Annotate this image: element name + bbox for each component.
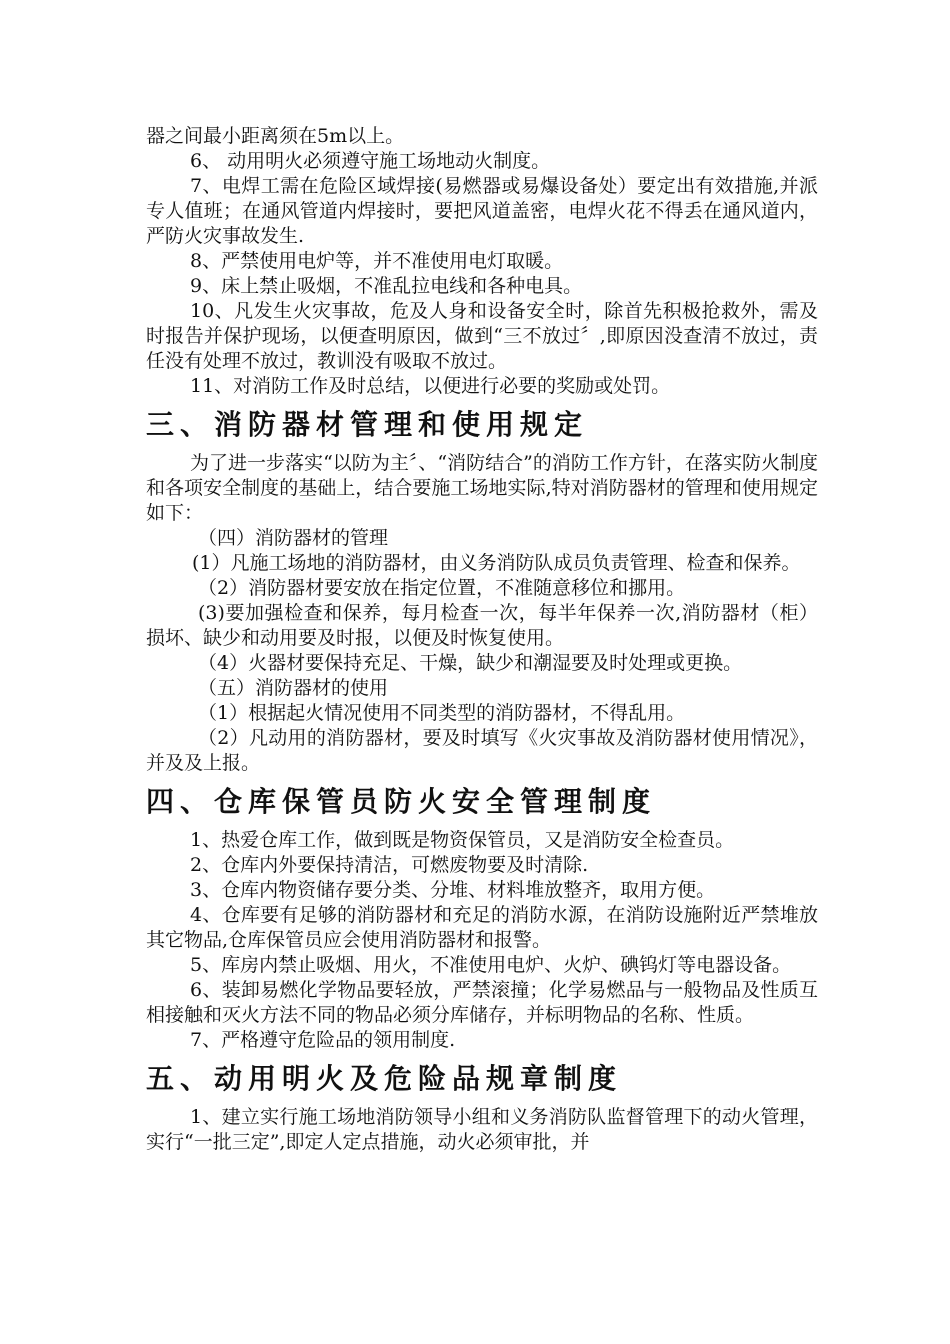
paragraph: 6、装卸易燃化学物品要轻放，严禁滚撞；化学易燃品与一般物品及性质互相接触和灭火方法不同的物品必须分库储存，并标明物品的名称、性质。 [146,979,818,1026]
paragraph: (1）凡施工场地的消防器材，由义务消防队成员负责管理、检查和保养。 [192,552,801,574]
paragraph: （2）消防器材要安放在指定位置，不准随意移位和挪用。 [198,577,686,599]
paragraph: 6、 动用明火必须遵守施工场地动火制度。 [190,150,551,172]
paragraph: 5、库房内禁止吸烟、用火，不准使用电炉、火炉、碘钨灯等电器设备。 [190,954,792,976]
paragraph: 器之间最小距离须在5m以上。 [146,125,405,147]
paragraph: 11、对消防工作及时总结，以便进行必要的奖励或处罚。 [190,375,671,397]
paragraph: 10、凡发生火灾事故，危及人身和设备安全时，除首先积极抢救外，需及时报告并保护现场，以便查明原因，做到“三不放过〞,即原因没查清不放过，责任没有处理不放过，教训没有吸取不放过。 [146,300,818,372]
paragraph: （五）消防器材的使用 [198,677,389,699]
paragraph: （四）消防器材的管理 [198,527,389,549]
paragraph: 7、电焊工需在危险区域焊接(易燃器或易爆设备处）要定出有效措施,并派专人值班；在通风管道内焊接时，要把风道盖密，电焊火花不得丢在通风道内，严防火灾事故发生. [146,175,818,247]
paragraph: 为了进一步落实“以防为主〞、“消防结合”的消防工作方针，在落实防火制度和各项安全制度的基础上，结合要施工场地实际,特对消防器材的管理和使用规定如下： [146,452,818,524]
paragraph: (3)要加强检查和保养，每月检查一次，每半年保养一次,消防器材（柜）损坏、缺少和动用要及时报，以便及时恢复使用。 [146,602,818,649]
section-heading: 三、消防器材管理和使用规定 [146,408,589,441]
paragraph: 3、仓库内物资储存要分类、分堆、材料堆放整齐，取用方便。 [190,879,716,901]
paragraph: 1、热爱仓库工作，做到既是物资保管员，又是消防安全检查员。 [190,829,735,851]
paragraph: 8、严禁使用电炉等，并不准使用电灯取暖。 [190,250,564,272]
paragraph: 4、仓库要有足够的消防器材和充足的消防水源，在消防设施附近严禁堆放其它物品,仓库保管员应会使用消防器材和报警。 [146,904,818,951]
section-heading: 五、动用明火及危险品规章制度 [146,1062,623,1095]
section-heading: 四、仓库保管员防火安全管理制度 [146,785,657,818]
paragraph: （4）火器材要保持充足、干燥，缺少和潮湿要及时处理或更换。 [198,652,743,674]
paragraph: 1、建立实行施工场地消防领导小组和义务消防队监督管理下的动火管理，实行“一批三定”,即定人定点措施，动火必须审批，并 [146,1106,818,1153]
paragraph: （1）根据起火情况使用不同类型的消防器材，不得乱用。 [198,702,686,724]
document-body [146,124,818,1155]
paragraph: （2）凡动用的消防器材，要及时填写《火灾事故及消防器材使用情况》，并及及上报。 [146,727,818,774]
paragraph: 2、仓库内外要保持清洁，可燃废物要及时清除. [190,854,589,876]
paragraph: 7、严格遵守危险品的领用制度. [190,1029,456,1051]
paragraph: 9、床上禁止吸烟，不准乱拉电线和各种电具。 [190,275,583,297]
